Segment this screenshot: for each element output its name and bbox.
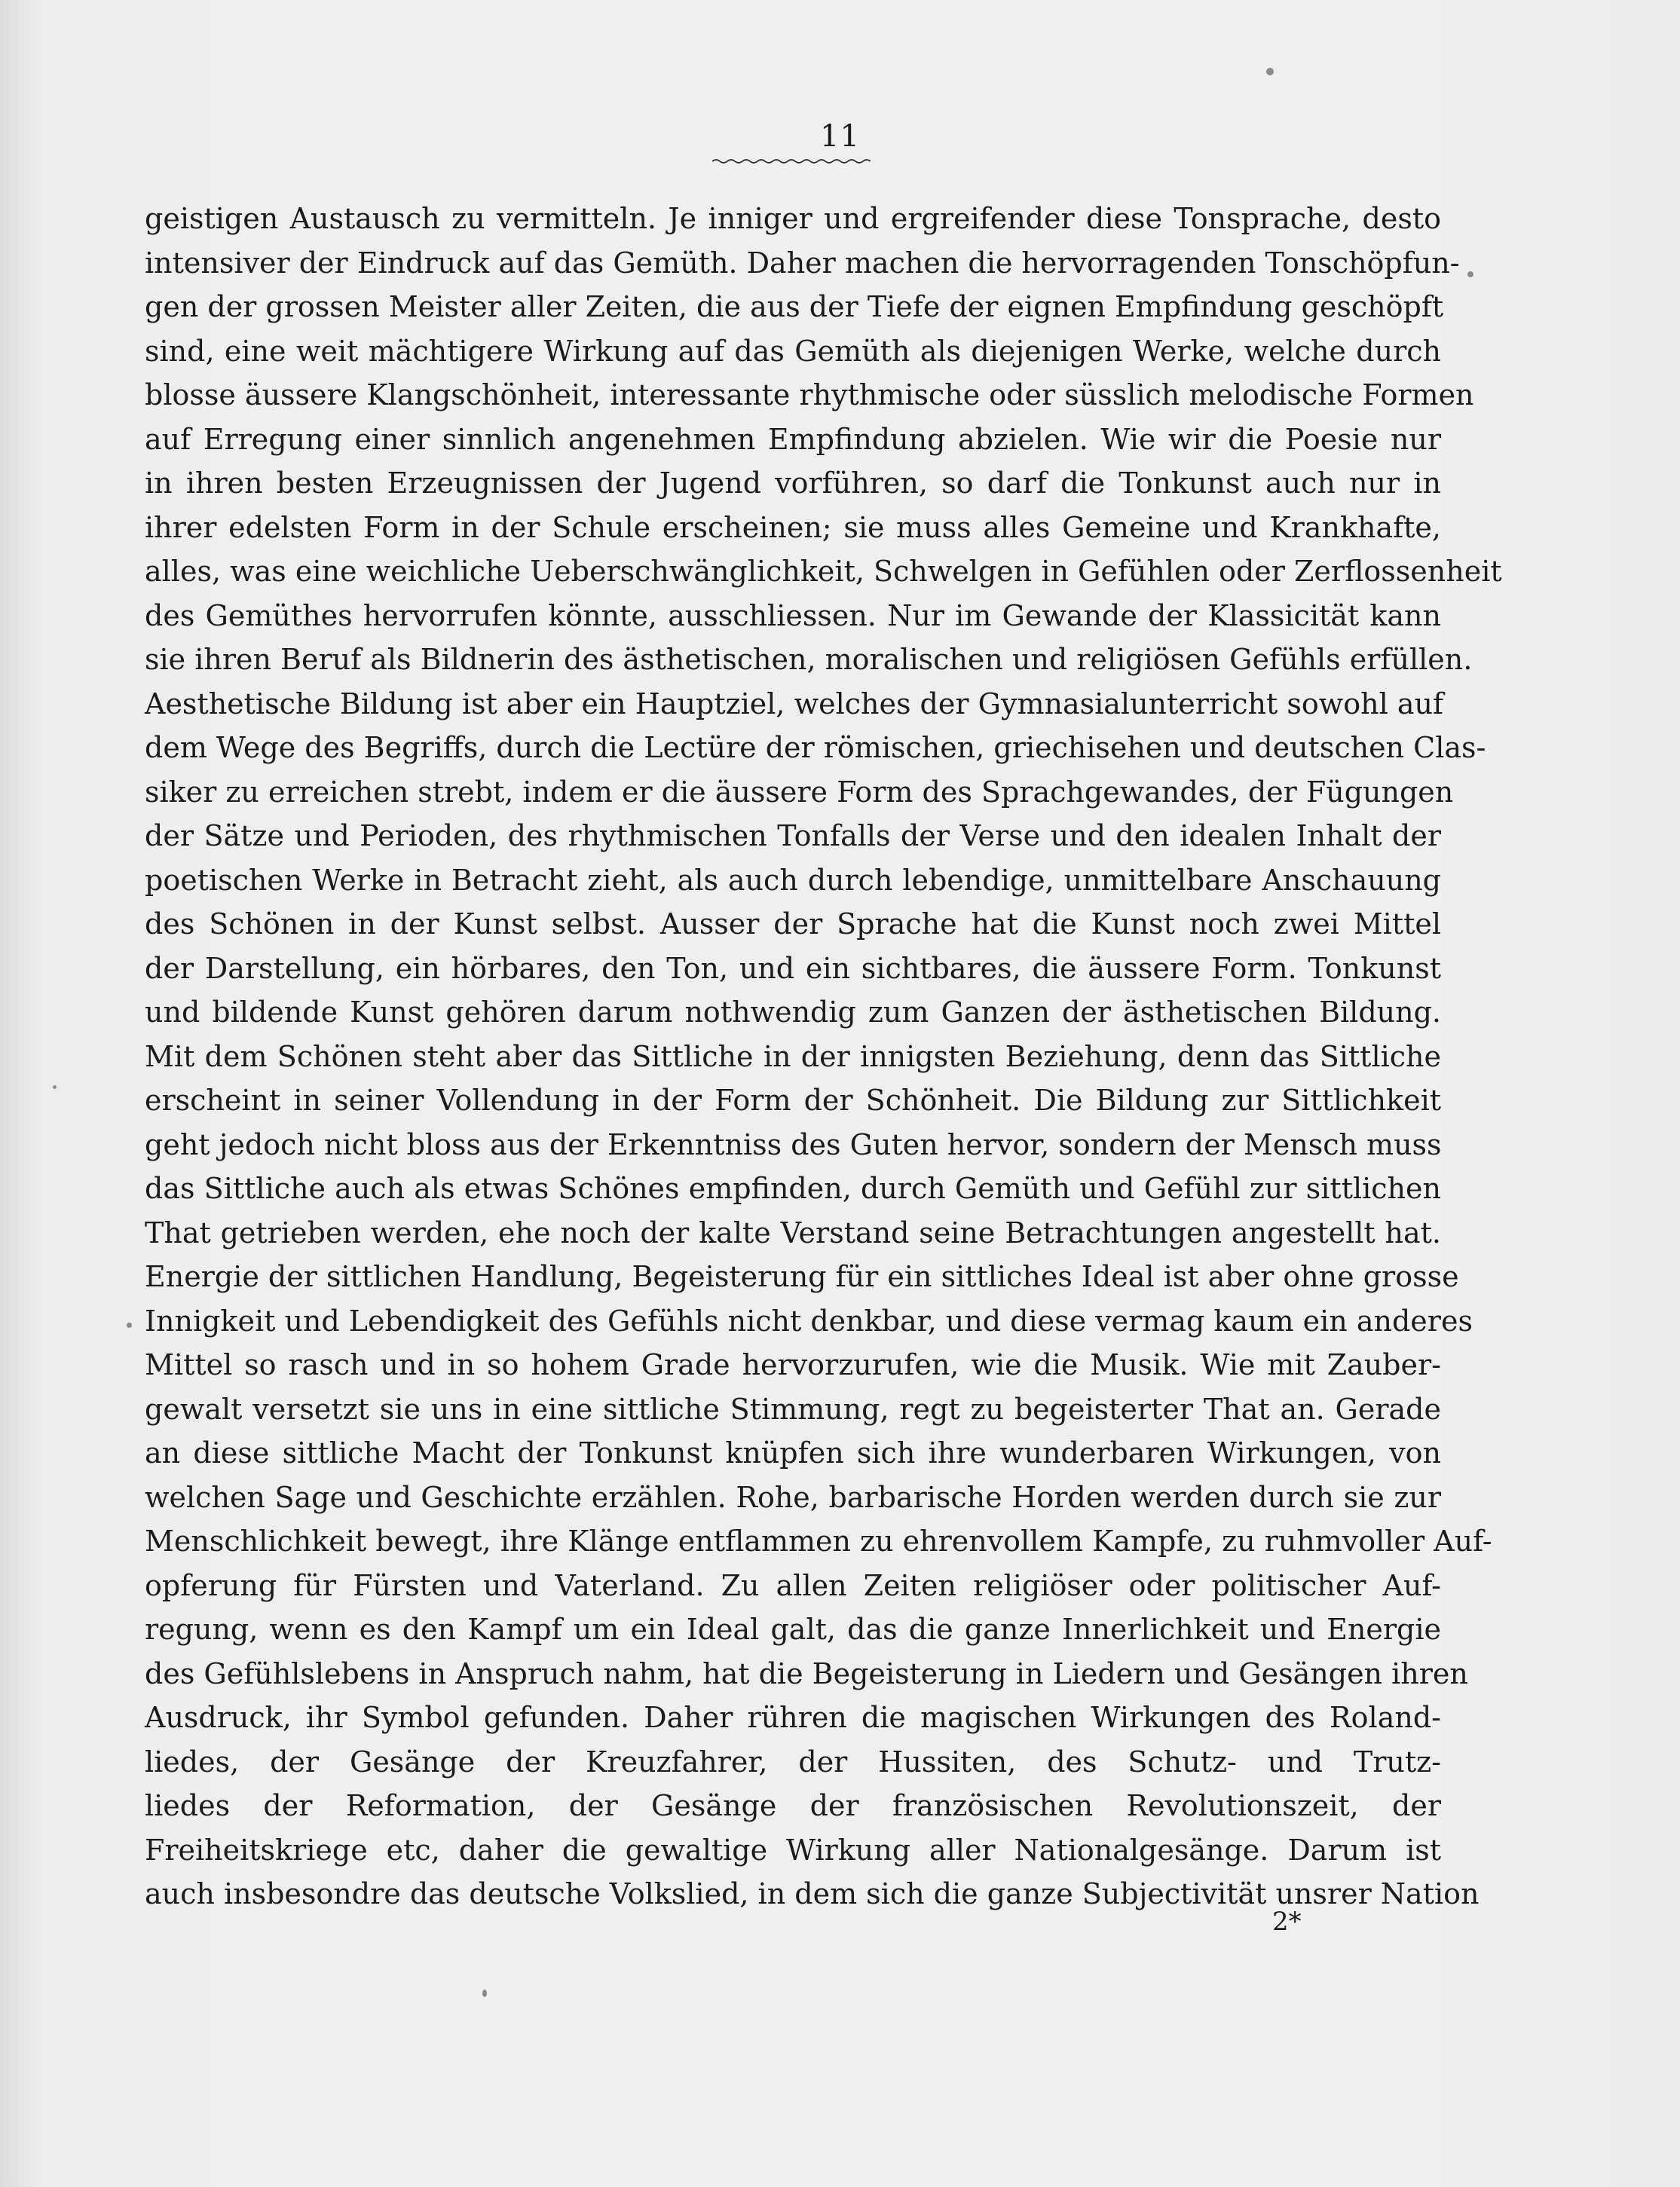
page-number-ornament (712, 158, 871, 164)
text-line: des Schönen in der Kunst selbst. Ausser der Sprache hat die Kunst noch zwei Mittel (145, 907, 1441, 941)
text-line: des Gefühlslebens in Anspruch nahm, hat die Begeisterung in Liedern und Gesängen ihren (145, 1656, 1468, 1690)
text-line: gewalt versetzt sie uns in eine sittliche Stimmung, regt zu begeisterter That an. Gerade (145, 1392, 1441, 1426)
text-line: sie ihren Beruf als Bildnerin des ästhetischen, moralischen und religiösen Gefühls erfüllen. (145, 643, 1473, 676)
text-line: geistigen Austausch zu vermitteln. Je inniger und ergreifender diese Tonsprache, desto (145, 202, 1441, 235)
text-line: Mittel so rasch und in so hohem Grade hervorzurufen, wie die Musik. Wie mit Zauber- (145, 1348, 1441, 1381)
text-line: an diese sittliche Macht der Tonkunst knüpfen sich ihre wunderbaren Wirkungen, von (145, 1436, 1441, 1470)
text-line: gen der grossen Meister aller Zeiten, die aus der Tiefe der eignen Empfindung geschöpft (145, 290, 1444, 323)
page-number: 11 (820, 119, 860, 154)
text-line: Energie der sittlichen Handlung, Begeisterung für ein sittliches Ideal ist aber ohne grosse (145, 1260, 1459, 1293)
text-line: in ihren besten Erzeugnissen der Jugend vorführen, so darf die Tonkunst auch nur in (145, 466, 1441, 500)
text-line: der Sätze und Perioden, des rhythmischen Tonfalls der Verse und den idealen Inhalt der (145, 819, 1441, 852)
text-line: auf Erregung einer sinnlich angenehmen Empfindung abzielen. Wie wir die Poesie nur (145, 422, 1441, 456)
text-line: regung, wenn es den Kampf um ein Ideal galt, das die ganze Innerlichkeit und Energie (145, 1613, 1441, 1646)
signature-mark: 2* (1272, 1907, 1302, 1937)
text-line: und bildende Kunst gehören darum nothwendig zum Ganzen der ästhetischen Bildung. (145, 996, 1441, 1029)
text-line: liedes, der Gesänge der Kreuzfahrer, der Hussiten, des Schutz- und Trutz- (145, 1745, 1441, 1779)
text-line: des Gemüthes hervorrufen könnte, ausschliessen. Nur im Gewande der Klassicität kann (145, 598, 1441, 632)
text-line: Innigkeit und Lebendigkeit des Gefühls nicht denkbar, und diese vermag kaum ein anderes (145, 1304, 1473, 1338)
text-line: liedes der Reformation, der Gesänge der französischen Revolutionszeit, der (145, 1789, 1441, 1822)
text-line: Mit dem Schönen steht aber das Sittliche in der innigsten Beziehung, denn das Sittliche (145, 1039, 1441, 1073)
paper-speck (482, 1990, 487, 1997)
text-line: auch insbesondre das deutsche Volkslied, in dem sich die ganze Subjectivität unsrer Nation (145, 1877, 1480, 1910)
text-line: Freiheitskriege etc, daher die gewaltige Wirkung aller Nationalgesänge. Darum ist (145, 1833, 1441, 1867)
paper-speck (1467, 271, 1473, 277)
text-line: siker zu erreichen strebt, indem er die äussere Form des Sprachgewandes, der Fügungen (145, 775, 1454, 809)
paper-speck (1266, 68, 1274, 75)
text-line: der Darstellung, ein hörbares, den Ton, und ein sichtbares, die äussere Form. Tonkunst (145, 951, 1441, 985)
text-line: Aesthetische Bildung ist aber ein Hauptziel, welches der Gymnasialunterricht sowohl auf (145, 687, 1444, 720)
text-line: geht jedoch nicht bloss aus der Erkenntniss des Guten hervor, sondern der Mensch muss (145, 1127, 1442, 1161)
text-line: intensiver der Eindruck auf das Gemüth. Daher machen die hervorragenden Tonschöpfun- (145, 246, 1460, 280)
text-line: welchen Sage und Geschichte erzählen. Rohe, barbarische Horden werden durch sie zur (145, 1480, 1441, 1514)
body-text (145, 197, 1502, 1916)
text-line: ihrer edelsten Form in der Schule erscheinen; sie muss alles Gemeine und Krankhafte, (145, 510, 1441, 544)
text-line: sind, eine weit mächtigere Wirkung auf das Gemüth als diejenigen Werke, welche durch (145, 334, 1441, 368)
text-line: erscheint in seiner Vollendung in der Form der Schönheit. Die Bildung zur Sittlichkeit (145, 1084, 1441, 1117)
text-line: Menschlichkeit bewegt, ihre Klänge entflammen zu ehrenvollem Kampfe, zu ruhmvoller Auf- (145, 1525, 1492, 1558)
text-line: Ausdruck, ihr Symbol gefunden. Daher rühren die magischen Wirkungen des Roland- (145, 1701, 1441, 1734)
text-line: alles, was eine weichliche Ueberschwänglichkeit, Schwelgen in Gefühlen oder Zerflossenheit (145, 555, 1502, 588)
paper-speck (53, 1085, 57, 1089)
text-line: das Sittliche auch als etwas Schönes empfinden, durch Gemüth und Gefühl zur sittlichen (145, 1172, 1441, 1205)
text-line: That getrieben werden, ehe noch der kalte Verstand seine Betrachtungen angestellt hat. (145, 1216, 1441, 1249)
text-line: poetischen Werke in Betracht zieht, als auch durch lebendige, unmittelbare Anschauung (145, 863, 1441, 897)
paper-speck (127, 1323, 132, 1328)
text-line: opferung für Fürsten und Vaterland. Zu allen Zeiten religiöser oder politischer Auf- (145, 1568, 1441, 1602)
text-line: blosse äussere Klangschönheit, interessante rhythmische oder süsslich melodische Formen (145, 378, 1474, 411)
text-line: dem Wege des Begriffs, durch die Lectüre der römischen, griechisehen und deutschen Clas- (145, 731, 1486, 764)
